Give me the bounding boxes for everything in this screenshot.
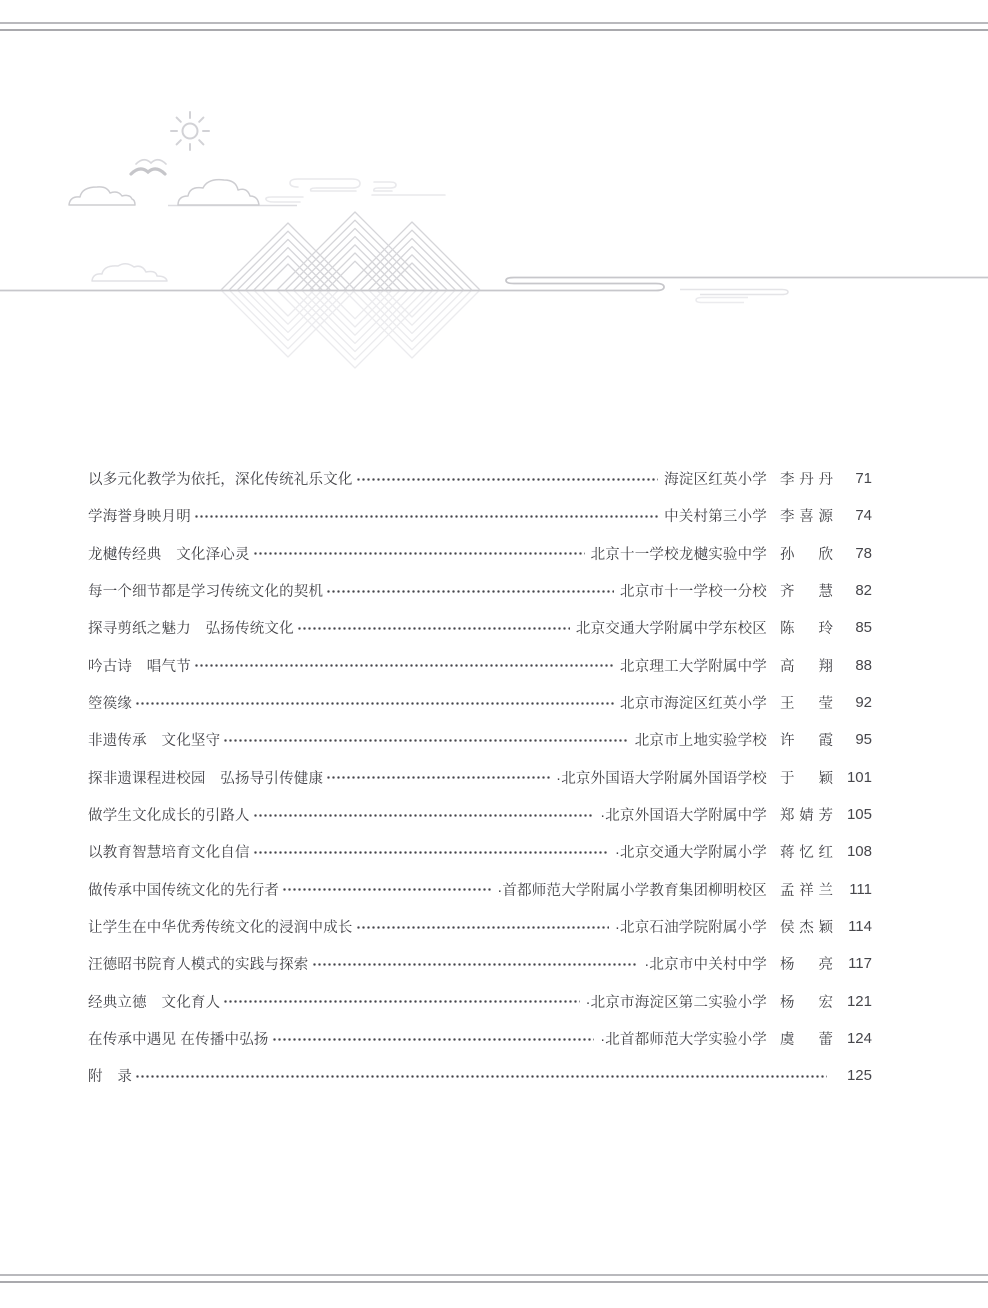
toc-entry: [88, 460, 872, 497]
entry-title: 以教育智慧培育文化自信: [88, 845, 250, 862]
entry-school: 北京市上地实验学校: [634, 733, 767, 750]
bottom-rule-outer: [0, 1274, 988, 1276]
entry-title: 经典立德 文化育人: [88, 994, 221, 1011]
entry-title: 探寻剪纸之魅力 弘扬传统文化: [88, 621, 294, 638]
toc-list: [88, 460, 872, 1095]
entry-school: 北京交通大学附属中学东校区: [575, 621, 767, 638]
dot-leader: [253, 808, 595, 822]
toc-entry: [88, 908, 872, 945]
dot-leader: [194, 659, 614, 673]
entry-page-number: 101: [846, 768, 872, 786]
sun-icon: [171, 112, 209, 150]
entry-page-number: 117: [848, 955, 872, 973]
entry-author: 陈 玲: [780, 621, 833, 638]
entry-school: ·北首都师范大学实验小学: [600, 1032, 767, 1049]
entry-title: 做学生文化成长的引路人: [88, 808, 250, 825]
dot-leader: [223, 995, 579, 1009]
dot-leader: [312, 957, 639, 971]
entry-school: 北京市十一学校一分校: [620, 584, 767, 601]
dot-leader: [253, 547, 585, 561]
entry-school: ·首都师范大学附属小学教育集团柳明校区: [497, 882, 767, 899]
entry-author: 高 翔: [780, 658, 833, 675]
dot-leader: [326, 771, 550, 785]
header-illustration: [0, 0, 988, 400]
entry-page-number: 88: [855, 656, 872, 674]
entry-school: ·北京交通大学附属小学: [614, 845, 767, 862]
toc-entry: [88, 1020, 872, 1057]
entry-page-number: 71: [855, 470, 872, 488]
dot-leader: [194, 509, 658, 523]
entry-page-number: 92: [855, 694, 872, 712]
entry-title: 吟古诗 唱气节: [88, 658, 191, 675]
dot-leader: [297, 621, 570, 635]
entry-author: 王 莹: [780, 696, 833, 713]
entry-school: ·北京外国语大学附属中学: [600, 808, 767, 825]
dot-leader: [272, 1032, 595, 1046]
mountains-icon: [221, 212, 480, 290]
entry-school: ·北京市中关村中学: [644, 957, 767, 974]
entry-page-number: 125: [846, 1067, 872, 1085]
toc-entry: [88, 684, 872, 721]
toc-entry: [88, 945, 872, 982]
entry-page-number: 85: [855, 619, 872, 637]
bottom-rule-inner: [0, 1281, 988, 1283]
entry-school: ·北京石油学院附属小学: [614, 920, 767, 937]
dot-leader: [326, 584, 614, 598]
dot-leader: [356, 472, 658, 486]
mountain-reflection: [221, 290, 480, 368]
dot-leader: [253, 845, 609, 859]
toc-entry: [88, 1057, 872, 1094]
entry-page-number: 114: [848, 918, 872, 936]
entry-author: 齐 慧: [780, 584, 833, 601]
entry-page-number: 105: [846, 806, 872, 824]
dot-leader: [223, 733, 628, 747]
stylized-cloud-icon: [266, 179, 445, 202]
entry-author: 虞 蕾: [780, 1032, 833, 1049]
entry-school: ·北京外国语大学附属外国语学校: [556, 770, 767, 787]
toc-entry: [88, 871, 872, 908]
entry-title: 附 录: [88, 1069, 133, 1086]
dot-leader: [282, 883, 491, 897]
toc-entry: [88, 833, 872, 870]
entry-author: 蒋忆红: [780, 845, 833, 862]
toc-entry: [88, 609, 872, 646]
entry-page-number: 124: [846, 1030, 872, 1048]
entry-title: 每一个细节都是学习传统文化的契机: [88, 584, 324, 601]
entry-author: 李喜源: [780, 509, 833, 526]
entry-author: 杨 宏: [780, 994, 833, 1011]
toc-entry: [88, 647, 872, 684]
entry-title: 龙樾传经典 文化泽心灵: [88, 546, 250, 563]
entry-page-number: 82: [855, 582, 872, 600]
entry-title: 做传承中国传统文化的先行者: [88, 882, 280, 899]
entry-author: 侯杰颖: [780, 920, 833, 937]
entry-title: 让学生在中华优秀传统文化的浸润中成长: [88, 920, 353, 937]
entry-author: 李丹丹: [780, 472, 833, 489]
toc-entry: [88, 572, 872, 609]
entry-school: ·北京市海淀区第二实验小学: [585, 994, 767, 1011]
entry-page-number: 78: [855, 544, 872, 562]
toc-entry: [88, 535, 872, 572]
cloud-icon-bottom-left: [92, 264, 167, 281]
horizon-line: [0, 278, 988, 291]
entry-page-number: 108: [846, 843, 872, 861]
entry-school: 海淀区红英小学: [664, 472, 767, 489]
dot-leader: [356, 920, 609, 934]
entry-page-number: 111: [849, 880, 872, 898]
entry-title: 以多元化教学为依托，深化传统礼乐文化: [88, 472, 353, 489]
dot-leader: [135, 696, 614, 710]
entry-page-number: 95: [855, 731, 872, 749]
entry-school: 北京十一学校龙樾实验中学: [590, 546, 767, 563]
toc-entry: [88, 497, 872, 534]
entry-title: 汪德昭书院育人模式的实践与探索: [88, 957, 309, 974]
entry-title: 学海誉身映月明: [88, 509, 191, 526]
entry-author: 孙 欣: [780, 546, 833, 563]
entry-page-number: 74: [855, 507, 872, 525]
entry-school: 北京理工大学附属中学: [620, 658, 767, 675]
entry-author: 孟祥兰: [780, 882, 833, 899]
entry-school: 中关村第三小学: [664, 509, 767, 526]
birds-icon: [131, 160, 166, 174]
entry-author: 于 颖: [780, 770, 833, 787]
entry-author: 杨 亮: [780, 957, 833, 974]
entry-title: 探非遗课程进校园 弘扬导引传健康: [88, 770, 324, 787]
toc-entry: [88, 721, 872, 758]
toc-entry: [88, 759, 872, 796]
mist-lines: [680, 290, 788, 303]
entry-title: 箜篌缘: [88, 696, 133, 713]
entry-title: 非遗传承 文化坚守: [88, 733, 221, 750]
toc-entry: [88, 983, 872, 1020]
entry-title: 在传承中遇见 在传播中弘扬: [88, 1032, 269, 1049]
cloud-icon-left: [69, 187, 135, 205]
entry-author: 郑婧芳: [780, 808, 833, 825]
entry-author: 许 霞: [780, 733, 833, 750]
dot-leader: [135, 1069, 827, 1083]
entry-school: 北京市海淀区红英小学: [620, 696, 767, 713]
entry-page-number: 121: [846, 992, 872, 1010]
toc-entry: [88, 796, 872, 833]
